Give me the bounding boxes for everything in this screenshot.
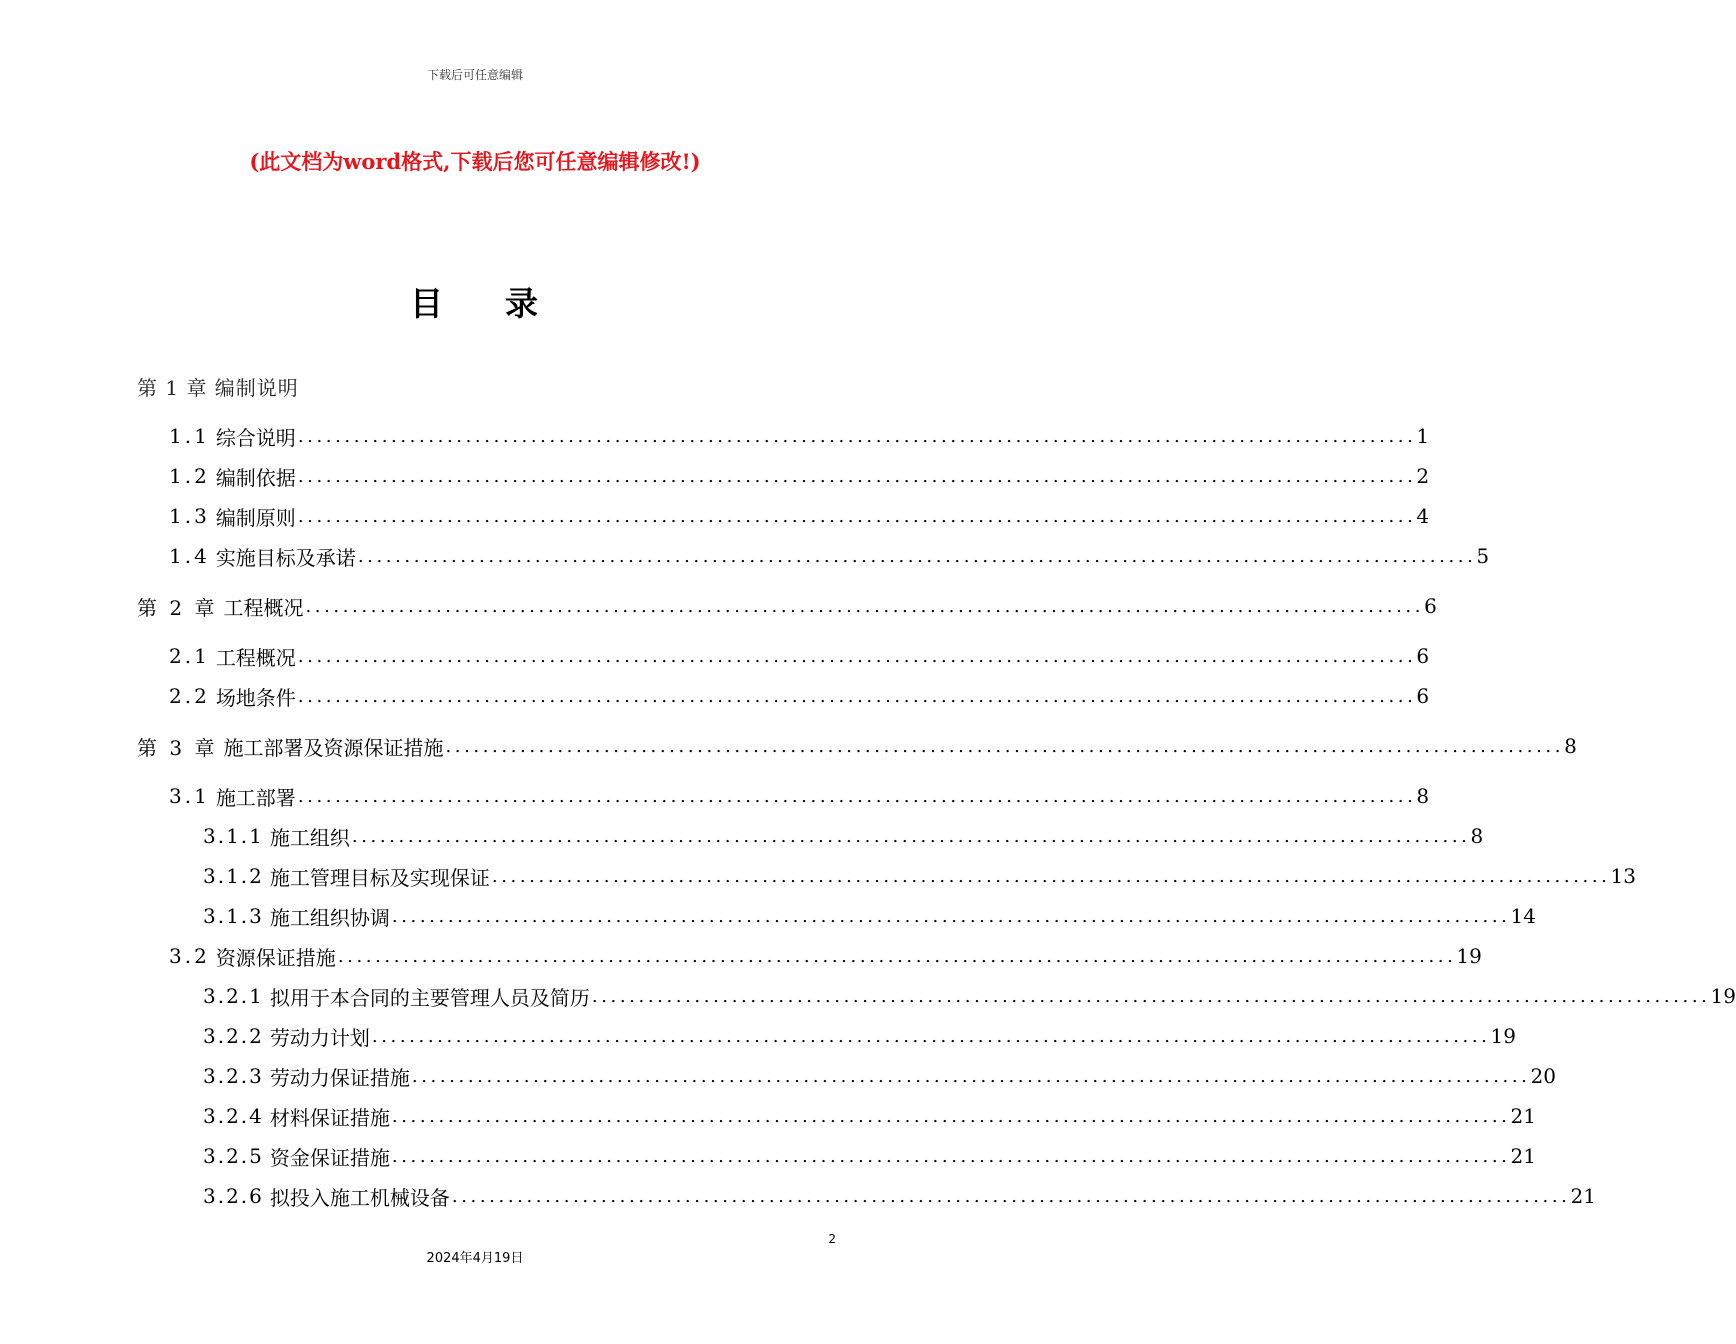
toc-entry-page: 6 <box>1416 684 1430 708</box>
toc-entry-title: 施工组织协调 <box>269 905 390 930</box>
toc-entry-leader: ........................................................................................................................ <box>591 985 1711 1007</box>
toc-entry[interactable] <box>169 782 1430 810</box>
toc-entry-number: 3.2.6 <box>203 1184 264 1208</box>
toc-entry-leader: ........................................................................................................................ <box>297 465 1417 487</box>
toc-entry-leader: ........................................................................................................................ <box>445 735 1565 757</box>
toc-entry-title: 工程概况 <box>223 595 304 620</box>
page-footer-date: 2024年4月19日 <box>426 1251 524 1266</box>
toc-entry[interactable] <box>169 682 1430 710</box>
toc-entry[interactable] <box>203 1182 1596 1210</box>
toc-entry-leader: ........................................................................................................................ <box>297 785 1417 807</box>
toc-entry-number: 2.2 <box>169 684 210 708</box>
toc-entry-leader: ........................................................................................................................ <box>297 685 1417 707</box>
toc-entry-number: 3.2.5 <box>203 1144 264 1168</box>
toc-entry-title: 实施目标及承诺 <box>215 545 356 570</box>
toc-entry-number: 第 2 章 <box>137 595 218 620</box>
toc-entry[interactable] <box>203 982 1736 1010</box>
toc-entry-page: 19 <box>1490 1024 1516 1048</box>
toc-entry-page: 19 <box>1710 984 1736 1008</box>
toc-entry[interactable] <box>203 1102 1536 1130</box>
toc-entry-leader: ........................................................................................................................ <box>371 1025 1491 1047</box>
toc-entry-title: 施工管理目标及实现保证 <box>269 865 490 890</box>
toc-entry-page: 19 <box>1456 944 1482 968</box>
toc-entry[interactable] <box>137 732 1577 760</box>
toc-entry-leader: ........................................................................................................................ <box>297 425 1417 447</box>
toc-entry-page: 14 <box>1510 904 1536 928</box>
toc-entry[interactable] <box>169 942 1482 970</box>
toc-entry-leader: ........................................................................................................................ <box>297 645 1417 667</box>
toc-entry-page: 21 <box>1570 1184 1596 1208</box>
toc-entry-number: 1.2 <box>169 464 210 488</box>
toc-entry-title: 施工组织 <box>269 825 350 850</box>
toc-entry-leader: ........................................................................................................................ <box>391 1105 1511 1127</box>
toc-entry-page: 8 <box>1416 784 1430 808</box>
toc-entry-title: 编制依据 <box>215 465 296 490</box>
toc-entry-page: 20 <box>1530 1064 1556 1088</box>
toc-entry-title: 工程概况 <box>215 645 296 670</box>
toc-entry-page: 21 <box>1510 1144 1536 1168</box>
toc-entry-number: 3.1.1 <box>203 824 264 848</box>
toc-entry-page: 21 <box>1510 1104 1536 1128</box>
toc-entry-page: 6 <box>1416 644 1430 668</box>
toc-entry-title: 施工部署 <box>215 785 296 810</box>
toc-entry-page: 8 <box>1564 734 1577 758</box>
toc-entry-number: 3.1.2 <box>203 864 264 888</box>
toc-entry-title: 拟投入施工机械设备 <box>269 1185 450 1210</box>
toc-entry[interactable] <box>169 642 1430 670</box>
toc-entry-title: 场地条件 <box>215 685 296 710</box>
toc-entry-page: 1 <box>1416 424 1430 448</box>
toc-entry-title: 编制原则 <box>215 505 296 530</box>
toc-entry-page: 6 <box>1424 594 1437 618</box>
toc-entry-leader: ........................................................................................................................ <box>411 1065 1531 1087</box>
toc-entry-leader: ........................................................................................................................ <box>391 1145 1511 1167</box>
toc-entry-page: 4 <box>1416 504 1430 528</box>
toc-entry-title: 劳动力保证措施 <box>269 1065 410 1090</box>
toc-entry-number: 1.3 <box>169 504 210 528</box>
chapter-1-heading: 第 1 章 编制说明 <box>137 376 299 400</box>
toc-entry-leader: ........................................................................................................................ <box>305 595 1425 617</box>
toc-entry-page: 5 <box>1476 544 1490 568</box>
toc-entry[interactable] <box>203 1142 1536 1170</box>
toc-entry[interactable] <box>203 822 1484 850</box>
toc-entry-number: 1.1 <box>169 424 210 448</box>
toc-entry-number: 第 3 章 <box>137 735 218 760</box>
toc-entry-number: 3.1.3 <box>203 904 264 928</box>
toc-entry[interactable] <box>203 1022 1516 1050</box>
toc-entry[interactable] <box>203 1062 1556 1090</box>
toc-entry-title: 施工部署及资源保证措施 <box>223 735 444 760</box>
toc-entry-title: 劳动力计划 <box>269 1025 370 1050</box>
toc-entry-title: 材料保证措施 <box>269 1105 390 1130</box>
page-header: 下载后可任意编辑 <box>426 68 523 82</box>
toc-entry-number: 3.2 <box>169 944 210 968</box>
toc-entry[interactable] <box>203 862 1636 890</box>
toc-entry-leader: ........................................................................................................................ <box>357 545 1477 567</box>
toc-entry-page: 2 <box>1416 464 1430 488</box>
toc-entry-page: 8 <box>1470 824 1484 848</box>
toc-entry-number: 3.2.1 <box>203 984 264 1008</box>
toc-entry-title: 资金保证措施 <box>269 1145 390 1170</box>
toc-entry-number: 3.2.2 <box>203 1024 264 1048</box>
toc-entry-leader: ........................................................................................................................ <box>391 905 1511 927</box>
toc-entry[interactable] <box>203 902 1536 930</box>
toc-title <box>0 278 950 325</box>
toc-entry[interactable] <box>137 592 1437 620</box>
toc-entry-number: 3.1 <box>169 784 210 808</box>
toc-title-right: 录 <box>505 284 540 323</box>
toc-entry[interactable] <box>169 422 1430 450</box>
toc-entry-leader: ........................................................................................................................ <box>491 865 1611 887</box>
toc-entry-title: 拟用于本合同的主要管理人员及简历 <box>269 985 590 1010</box>
toc-entry-number: 2.1 <box>169 644 210 668</box>
format-notice: (此文档为word格式,下载后您可任意编辑修改!) <box>249 149 701 174</box>
page-number: 2 <box>828 1232 836 1246</box>
toc-entry-number: 3.2.3 <box>203 1064 264 1088</box>
toc-entry-leader: ........................................................................................................................ <box>351 825 1471 847</box>
toc-entry-leader: ........................................................................................................................ <box>451 1185 1571 1207</box>
toc-entry-title: 资源保证措施 <box>215 945 336 970</box>
toc-entry-leader: ........................................................................................................................ <box>337 945 1457 967</box>
toc-entry[interactable] <box>169 502 1430 530</box>
toc-entry-number: 1.4 <box>169 544 210 568</box>
toc-entry-page: 13 <box>1610 864 1636 888</box>
toc-entry-title: 综合说明 <box>215 425 296 450</box>
toc-title-left: 目 <box>410 284 445 323</box>
toc-entry-leader: ........................................................................................................................ <box>297 505 1417 527</box>
toc-entry-number: 3.2.4 <box>203 1104 264 1128</box>
toc-entry[interactable] <box>169 462 1430 490</box>
toc-entry[interactable] <box>169 542 1490 570</box>
